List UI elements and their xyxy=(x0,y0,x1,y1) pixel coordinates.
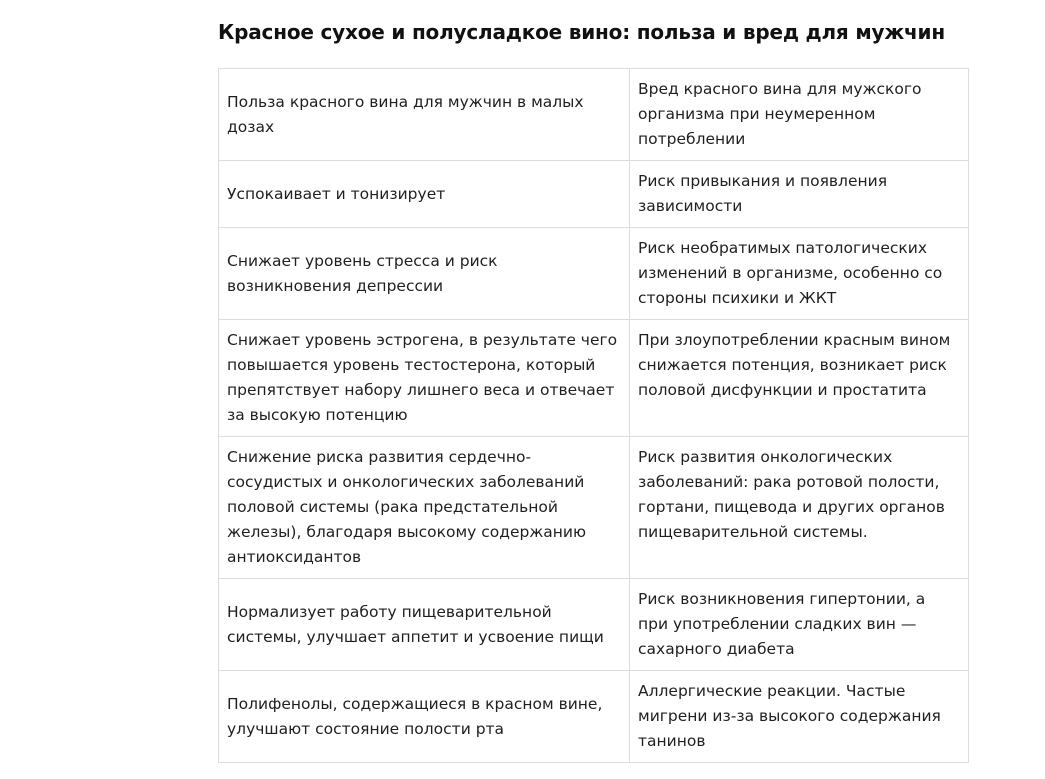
table-row xyxy=(219,320,969,437)
page-title: Красное сухое и полусладкое вино: польза и вред для мужчин xyxy=(218,20,945,44)
table-row xyxy=(219,437,969,579)
harm-cell: Вред красного вина для мужского организма при неумеренном потреблении xyxy=(630,69,969,161)
harm-cell: Риск развития онкологических заболеваний: рака ротовой полости, гортани, пищевода и других органов пищеварительной системы. xyxy=(630,437,969,579)
table-row xyxy=(219,228,969,320)
benefit-cell: Нормализует работу пищеварительной системы, улучшает аппетит и усвоение пищи xyxy=(219,579,630,671)
table-row xyxy=(219,579,969,671)
benefit-cell: Снижает уровень стресса и риск возникновения депрессии xyxy=(219,228,630,320)
harm-cell: Риск привыкания и появления зависимости xyxy=(630,161,969,228)
benefit-cell: Снижает уровень эстрогена, в результате чего повышается уровень тестостерона, который препятствует набору лишнего веса и отвечает за высокую потенцию xyxy=(219,320,630,437)
benefit-cell: Полифенолы, содержащиеся в красном вине, улучшают состояние полости рта xyxy=(219,671,630,763)
benefit-cell: Польза красного вина для мужчин в малых дозах xyxy=(219,69,630,161)
benefit-cell: Снижение риска развития сердечно-сосудистых и онкологических заболеваний половой системы (рака предстательной железы), благодаря высокому содержанию антиоксидантов xyxy=(219,437,630,579)
comparison-table xyxy=(218,68,969,763)
harm-cell: Аллергические реакции. Частые мигрени из-за высокого содержания танинов xyxy=(630,671,969,763)
harm-cell: Риск возникновения гипертонии, а при употреблении сладких вин — сахарного диабета xyxy=(630,579,969,671)
table-row xyxy=(219,671,969,763)
benefit-cell: Успокаивает и тонизирует xyxy=(219,161,630,228)
harm-cell: Риск необратимых патологических изменений в организме, особенно со стороны психики и ЖКТ xyxy=(630,228,969,320)
table-row xyxy=(219,69,969,161)
harm-cell: При злоупотреблении красным вином снижается потенция, возникает риск половой дисфункции и простатита xyxy=(630,320,969,437)
table-row xyxy=(219,161,969,228)
